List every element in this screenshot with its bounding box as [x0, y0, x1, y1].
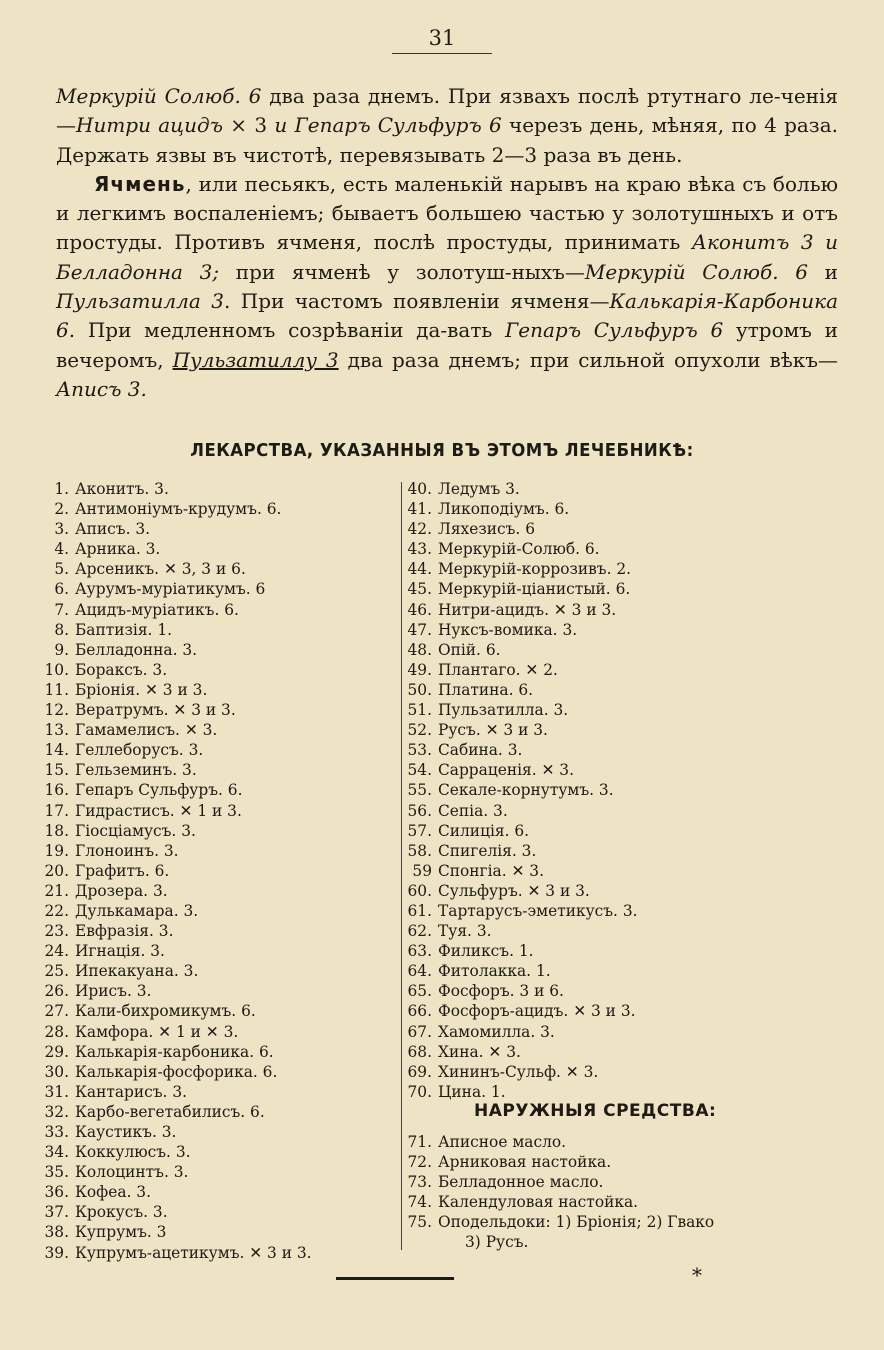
item-number: 26.: [44, 982, 69, 1001]
item-text: Нитри-ацидъ. ✕ 3 и 3.: [438, 600, 617, 619]
item-number: 27.: [44, 1002, 69, 1021]
list-item: [403, 1132, 714, 1152]
external-remedies-title: НАРУЖНЫЯ СРЕДСТВА:: [474, 1101, 717, 1121]
list-item: [40, 1162, 312, 1182]
page-number-rule: [392, 53, 492, 54]
list-item: [40, 640, 312, 660]
item-number: 64.: [407, 962, 432, 981]
item-text: Кали-бихромикумъ. 6.: [75, 1002, 256, 1021]
prose-segment: Аконитъ 3 и Белладонна 3;: [56, 230, 838, 284]
item-number: 33.: [44, 1123, 69, 1141]
item-text: Гамамелисъ. ✕ 3.: [75, 721, 218, 740]
item-number: 22.: [44, 901, 69, 920]
section-title: ЛЕКАРСТВА, УКАЗАННЫЯ ВЪ ЭТОМЪ ЛЕЧЕБНИКѢ:: [190, 440, 694, 461]
item-number: 24.: [44, 942, 69, 961]
item-number: 2.: [54, 500, 69, 519]
list-item: [403, 1152, 714, 1172]
list-item: [403, 740, 638, 760]
item-text: Калькарія-карбоника. 6.: [75, 1042, 274, 1061]
list-item: [403, 539, 638, 559]
item-text: Спигелія. 3.: [438, 841, 537, 860]
item-text: Аконитъ. 3.: [75, 480, 169, 498]
item-text: Арсеникъ. ✕ 3, 3 и 6.: [75, 560, 246, 579]
item-text: Камфора. ✕ 1 и ✕ 3.: [75, 1022, 239, 1041]
item-number: 61.: [407, 901, 432, 920]
list-item: [40, 499, 312, 519]
list-item: [403, 680, 638, 700]
prose-segment: и Гепаръ Сульфуръ 6: [274, 113, 502, 138]
item-text: Дрозера. 3.: [75, 881, 168, 900]
item-number: 37.: [44, 1203, 69, 1222]
list-item: [40, 921, 312, 941]
list-item: [40, 720, 312, 740]
list-item: [40, 821, 312, 841]
list-item: [403, 901, 638, 921]
external-remedies-list: [403, 1132, 714, 1253]
item-number: 31.: [44, 1082, 69, 1101]
list-item: [403, 801, 638, 821]
list-item: [40, 680, 312, 700]
item-number: 25.: [44, 962, 69, 981]
list-item: [403, 921, 638, 941]
item-text: Графитъ. 6.: [75, 861, 170, 880]
item-number: 13.: [44, 721, 69, 740]
item-number: 54.: [407, 761, 432, 780]
list-item: [40, 1082, 312, 1102]
item-number: 16.: [44, 781, 69, 800]
item-number: 4.: [54, 540, 69, 559]
list-item: [403, 720, 638, 740]
item-text: Гіосціамусъ. 3.: [75, 821, 196, 840]
prose-segment: . При медленномъ созрѣваніи да-вать: [68, 318, 506, 343]
item-number: 36.: [44, 1183, 69, 1202]
list-item: [40, 760, 312, 780]
item-number: 50.: [407, 680, 432, 699]
item-text: Гепаръ Сульфуръ. 6.: [75, 781, 243, 800]
item-text: Коккулюсъ. 3.: [75, 1143, 191, 1162]
list-item: [403, 881, 638, 901]
item-number: 71.: [407, 1133, 432, 1151]
item-number: 17.: [44, 801, 69, 820]
item-text: Меркурій-коррозивъ. 2.: [438, 560, 632, 579]
item-text: Ляхезисъ. 6: [438, 520, 535, 539]
list-item: [403, 1001, 638, 1021]
prose-segment: Нитри ацидъ: [76, 113, 224, 138]
list-item: [40, 941, 312, 961]
item-number: 3.: [54, 520, 69, 539]
item-text: Плантаго. ✕ 2.: [438, 660, 558, 679]
list-item: [40, 660, 312, 680]
medicine-list-left: [40, 479, 312, 1263]
item-text: Сепіа. 3.: [438, 801, 508, 820]
item-text: Игнація. 3.: [75, 942, 165, 961]
item-text: Хамомилла. 3.: [438, 1022, 555, 1041]
item-number: 66.: [407, 1002, 432, 1021]
item-number: 51.: [407, 701, 432, 720]
item-number: 74.: [407, 1193, 432, 1212]
item-number: 40.: [407, 480, 432, 498]
list-item: [40, 519, 312, 539]
list-item: [40, 1182, 312, 1202]
list-item: [40, 1042, 312, 1062]
paragraph-stye: [56, 170, 838, 404]
page-number: 31: [428, 26, 456, 50]
list-item: [40, 780, 312, 800]
item-number: 1.: [54, 480, 69, 498]
list-item: [403, 1082, 638, 1102]
item-number: 8.: [54, 620, 69, 639]
item-number: 44.: [407, 560, 432, 579]
item-text: Колоцинтъ. 3.: [75, 1163, 189, 1182]
prose-segment: Меркурій Солюб. 6: [584, 259, 808, 284]
list-item: [403, 981, 638, 1001]
item-text: Бораксъ. 3.: [75, 660, 168, 679]
list-item: [403, 1062, 638, 1082]
list-item: [40, 1001, 312, 1021]
item-number: 14.: [44, 741, 69, 760]
item-text: Гидрастисъ. ✕ 1 и 3.: [75, 801, 242, 820]
item-text: Ацидъ-муріатикъ. 6.: [75, 600, 239, 619]
item-text: Баптизія. 1.: [75, 620, 173, 639]
item-number: 28.: [44, 1022, 69, 1041]
item-text: Ипекакуана. 3.: [75, 962, 199, 981]
item-number: 73.: [407, 1173, 432, 1192]
item-number: 42.: [407, 520, 432, 539]
item-number: 53.: [407, 741, 432, 760]
list-item: [403, 479, 638, 499]
item-text: Сабина. 3.: [438, 741, 523, 760]
item-number: 59: [412, 861, 432, 880]
footer-asterisk: *: [692, 1263, 702, 1287]
prose-segment: два раза днемъ; при сильной опухоли вѣкъ—: [338, 347, 839, 372]
item-number: 57.: [407, 821, 432, 840]
list-item: [403, 579, 638, 599]
list-item: [403, 1022, 638, 1042]
item-number: 75.: [407, 1213, 432, 1232]
item-text: Антимоніумъ-крудумъ. 6.: [75, 500, 282, 519]
item-text: Вератрумъ. ✕ 3 и 3.: [75, 701, 236, 720]
prose-segment: и: [807, 259, 839, 284]
item-number: 23.: [44, 922, 69, 941]
item-text: Сарраценія. ✕ 3.: [438, 761, 574, 780]
item-number: 20.: [44, 861, 69, 880]
list-item: [40, 981, 312, 1001]
item-number: 55.: [407, 781, 432, 800]
item-number: 15.: [44, 761, 69, 780]
list-item: [403, 620, 638, 640]
item-text: Купрумъ-ацетикумъ. ✕ 3 и 3.: [75, 1243, 312, 1262]
item-text: Опій. 6.: [438, 640, 501, 659]
item-text: Арника. 3.: [75, 540, 161, 559]
list-item: [40, 539, 312, 559]
item-number: 10.: [44, 660, 69, 679]
list-item: [40, 740, 312, 760]
list-item: [403, 1192, 714, 1212]
prose-segment: . При частомъ появленіи ячменя—: [223, 289, 610, 314]
item-text: Аписъ. 3.: [75, 520, 151, 539]
item-number: 48.: [407, 640, 432, 659]
item-number: 45.: [407, 580, 432, 599]
item-text: Бріонія. ✕ 3 и 3.: [75, 680, 208, 699]
item-text: Аурумъ-муріатикумъ. 6: [75, 580, 266, 599]
list-item: [403, 600, 638, 620]
prose-segment: Ячмень: [94, 171, 186, 196]
item-text: Пульзатилла. 3.: [438, 701, 569, 720]
item-text: Ликоподіумъ. 6.: [438, 500, 570, 519]
item-text: Нуксъ-вомика. 3.: [438, 620, 578, 639]
item-text: Оподельдоки: 1) Бріонія; 2) Гвако: [438, 1213, 715, 1232]
item-number: 7.: [54, 600, 69, 619]
item-text: Крокусъ. 3.: [75, 1203, 168, 1222]
list-item: [403, 1172, 714, 1192]
list-item: [40, 881, 312, 901]
item-text: Русъ. ✕ 3 и 3.: [438, 721, 548, 740]
prose-segment: Пульзатиллу 3: [172, 347, 339, 372]
item-number: 38.: [44, 1223, 69, 1242]
item-text: Цина. 1.: [438, 1082, 506, 1101]
item-text: Геллеборусъ. 3.: [75, 741, 204, 760]
list-item: [403, 1212, 714, 1232]
prose-segment: Калькарія-Карбоника 6: [56, 289, 838, 343]
item-number: 43.: [407, 540, 432, 559]
item-number: 11.: [44, 680, 69, 699]
item-number: 41.: [407, 500, 432, 519]
list-item: [40, 841, 312, 861]
item-text: Сульфуръ. ✕ 3 и 3.: [438, 881, 590, 900]
item-text: Калькарія-фосфорика. 6.: [75, 1062, 278, 1081]
item-text: Календуловая настойка.: [438, 1193, 639, 1212]
item-number: 58.: [407, 841, 432, 860]
list-item: [403, 519, 638, 539]
list-item: [403, 700, 638, 720]
prose-segment: черезъ день, мѣняя, по 4 раза. Держать язвы въ чистотѣ, перевязывать 2—3 раза въ день.: [56, 113, 838, 167]
prose-segment: Меркурій Солюб. 6: [56, 84, 262, 108]
item-text: Хина. ✕ 3.: [438, 1042, 521, 1061]
list-item: [40, 559, 312, 579]
item-number: 39.: [44, 1243, 69, 1262]
item-text: Евфразія. 3.: [75, 922, 174, 941]
list-item: [40, 1102, 312, 1122]
list-item: [40, 1062, 312, 1082]
list-item: [40, 1122, 312, 1142]
prose-segment: Аписъ 3.: [56, 376, 147, 401]
prose-segment: Пульзатилла 3: [56, 289, 224, 314]
list-item: [40, 1022, 312, 1042]
bottom-rule: [336, 1277, 454, 1280]
item-text: Платина. 6.: [438, 680, 534, 699]
item-text: Дулькамара. 3.: [75, 901, 199, 920]
list-item: [403, 1042, 638, 1062]
item-text: Фосфоръ. 3 и 6.: [438, 982, 564, 1001]
item-number: 68.: [407, 1042, 432, 1061]
item-text: Аписное масло.: [438, 1133, 567, 1151]
medicine-list-right: [403, 479, 638, 1102]
item-text: Купрумъ. 3: [75, 1223, 167, 1242]
list-item-continuation: [403, 1232, 714, 1252]
item-number: 5.: [54, 560, 69, 579]
item-text: Филиксъ. 1.: [438, 942, 534, 961]
list-item: [40, 479, 312, 499]
list-item: [403, 961, 638, 981]
item-number: 21.: [44, 881, 69, 900]
prose-segment: утромъ и вечеромъ,: [56, 318, 838, 372]
item-text: Хининъ-Сульф. ✕ 3.: [438, 1062, 599, 1081]
list-item: [40, 1243, 312, 1263]
list-item: [40, 579, 312, 599]
item-text: Каустикъ. 3.: [75, 1123, 177, 1141]
item-number: 67.: [407, 1022, 432, 1041]
list-item: [403, 660, 638, 680]
item-text: Ледумъ 3.: [438, 480, 520, 498]
list-item: [40, 1222, 312, 1242]
prose-segment: × 3: [223, 113, 275, 138]
prose-segment: при ячменѣ у золотуш-ныхъ—: [219, 259, 585, 284]
item-number: 19.: [44, 841, 69, 860]
item-number: 47.: [407, 620, 432, 639]
item-number: 52.: [407, 721, 432, 740]
prose-text: [56, 82, 838, 404]
prose-segment: два раза днемъ. При язвахъ послѣ ртутнаго ле-ченія—: [56, 84, 838, 138]
list-item: [40, 961, 312, 981]
paragraph-ulcers: [56, 82, 838, 170]
item-number: 18.: [44, 821, 69, 840]
list-item: [403, 499, 638, 519]
list-item: [403, 780, 638, 800]
item-text: Ирисъ. 3.: [75, 982, 152, 1001]
list-item: [403, 640, 638, 660]
item-number: 62.: [407, 922, 432, 941]
list-item: [40, 801, 312, 821]
item-text: Кофеа. 3.: [75, 1183, 151, 1202]
item-text: Арниковая настойка.: [438, 1153, 612, 1172]
item-text: Туя. 3.: [438, 922, 492, 941]
item-number: 72.: [407, 1153, 432, 1172]
item-text: Спонгіа. ✕ 3.: [438, 861, 544, 880]
item-number: 9.: [54, 640, 69, 659]
item-number: 46.: [407, 600, 432, 619]
item-number: 34.: [44, 1143, 69, 1162]
item-text: Меркурій-Солюб. 6.: [438, 540, 600, 559]
item-number: 60.: [407, 881, 432, 900]
list-item: [40, 1202, 312, 1222]
item-number: 12.: [44, 701, 69, 720]
item-text: Гельземинъ. 3.: [75, 761, 197, 780]
list-item: [403, 821, 638, 841]
item-number: 6.: [54, 580, 69, 599]
prose-segment: Гепаръ Сульфуръ 6: [505, 318, 724, 343]
item-number: 63.: [407, 942, 432, 961]
list-item: [40, 700, 312, 720]
item-number: 65.: [407, 982, 432, 1001]
list-item: [40, 901, 312, 921]
item-text: Кантарисъ. 3.: [75, 1082, 188, 1101]
item-text: Глоноинъ. 3.: [75, 841, 179, 860]
item-text: Белладонна. 3.: [75, 640, 198, 659]
list-item: [40, 620, 312, 640]
list-item: [403, 559, 638, 579]
item-number: 29.: [44, 1042, 69, 1061]
list-item: [40, 861, 312, 881]
item-number: 69.: [407, 1062, 432, 1081]
item-number: 70.: [407, 1082, 432, 1101]
list-item: [40, 600, 312, 620]
prose-segment: , или песьякъ, есть маленькій нарывъ на краю вѣка съ болью и легкимъ воспаленіемъ; бываетъ большею частью у золотушныхъ и отъ простуды. Противъ ячменя, послѣ простуды, принимать: [56, 171, 838, 255]
item-text: Силиція. 6.: [438, 821, 530, 840]
item-number: 35.: [44, 1163, 69, 1182]
list-item: [403, 941, 638, 961]
item-text: Белладонное масло.: [438, 1173, 604, 1192]
item-text: Фосфоръ-ацидъ. ✕ 3 и 3.: [438, 1002, 636, 1021]
item-number: 49.: [407, 660, 432, 679]
column-divider: [401, 482, 402, 1250]
item-number: 56.: [407, 801, 432, 820]
list-item: [403, 760, 638, 780]
item-text: Тартарусъ-эметикусъ. 3.: [438, 901, 638, 920]
item-text: Фитолакка. 1.: [438, 962, 551, 981]
list-item: [403, 861, 638, 881]
item-text: Секале-корнутумъ. 3.: [438, 781, 614, 800]
list-item: [403, 841, 638, 861]
item-text: Меркурій-ціанистый. 6.: [438, 580, 631, 599]
item-text: Карбо-вегетабилисъ. 6.: [75, 1102, 265, 1121]
list-item: [40, 1142, 312, 1162]
item-continuation-text: 3) Русъ.: [465, 1233, 529, 1252]
item-number: 32.: [44, 1102, 69, 1121]
item-number: 30.: [44, 1062, 69, 1081]
